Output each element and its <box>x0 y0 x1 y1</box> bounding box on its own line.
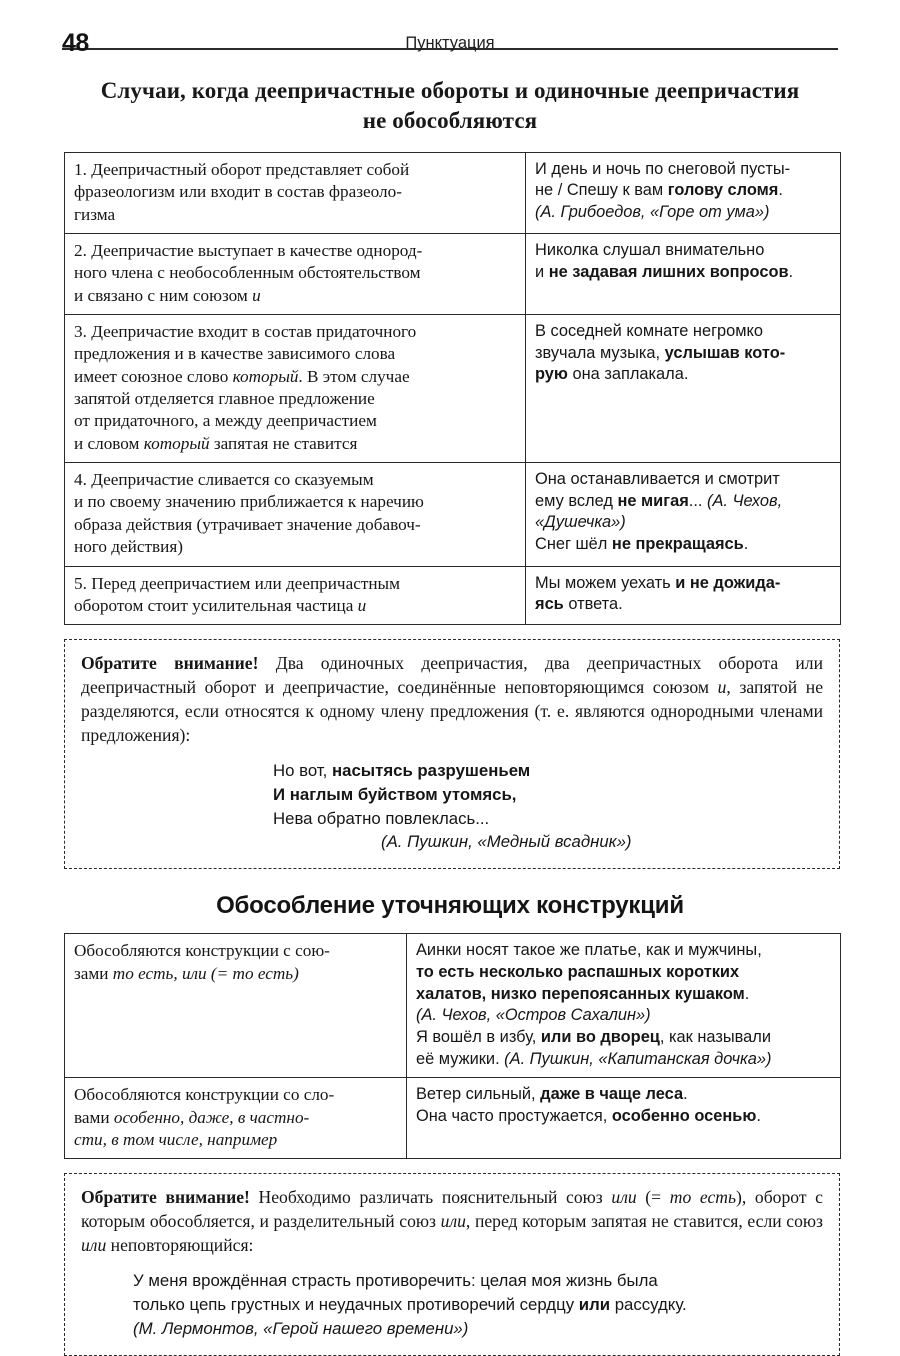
rule-line: 5. Перед деепричастием или деепричастным <box>74 573 400 593</box>
rule-line: 1. Деепричастный оборот представляет собой <box>74 159 410 179</box>
verse-lines <box>81 759 823 831</box>
table-clarifying-constructions <box>64 933 841 1159</box>
rule-line: 2. Деепричастие выступает в качестве однород- <box>74 240 423 260</box>
table-row <box>65 566 841 625</box>
running-head <box>62 0 838 57</box>
rule-line: ного действия) <box>74 537 183 557</box>
rule-cell <box>65 463 526 566</box>
running-title: Пунктуация <box>405 34 495 52</box>
rule-line: гизма <box>74 204 116 224</box>
note-lead: Обратите внимание! <box>81 653 259 674</box>
rule-cell <box>65 152 526 233</box>
rule-line: Обособляются конструкции со сло- <box>74 1085 335 1105</box>
table-row <box>65 314 841 462</box>
verse-line: Но вот, насытясь разрушеньем <box>273 760 531 780</box>
rule-line: образа действия (утрачивает значение добавоч- <box>74 514 421 534</box>
rule-line: и по своему значению приближается к наречию <box>74 492 424 512</box>
example-cell: Николка слушал внимательно и не задавая лишних вопросов. <box>526 233 841 314</box>
table-row <box>65 463 841 566</box>
note-box-ili <box>64 1173 840 1355</box>
table-row <box>65 1078 841 1159</box>
section-title-deeprichastie: Случаи, когда деепричастные обороты и одиночные деепричастия не обособляются <box>100 78 800 133</box>
rule-cell: Обособляются конструкции со сло- вами особенно, даже, в частно- сти, в том числе, например <box>65 1078 407 1159</box>
table-nonseparated-cases <box>64 152 841 625</box>
example-cell: Мы можем уехать и не дожида- ясь ответа. <box>526 566 841 625</box>
prose-line: только цепь грустных и неудачных противоречий сердцу или рассудку. <box>133 1294 687 1314</box>
rule-line: Обособляются конструкции с сою- <box>74 941 330 961</box>
rule-line: 4. Деепричастие сливается со сказуемым <box>74 470 374 490</box>
rule-cell: 3. Деепричастие входит в состав придаточного предложения и в качестве зависимого слова имеет союзное слово который. В этом случае запятой отделяется главное предложение от придаточного, а между деепричастием и словом который запятая не ставится <box>65 314 526 462</box>
prose-lines <box>81 1269 823 1341</box>
rule-cell: 5. Перед деепричастием или деепричастным оборотом стоит усилительная частица и <box>65 566 526 625</box>
prose-line: У меня врождённая страсть противоречить: целая моя жизнь была <box>133 1271 658 1291</box>
note-box-deeprichastie <box>64 639 840 869</box>
example-cell: В соседней комнате негромко звучала музыка, услышав кото- рую она заплакала. <box>526 314 841 462</box>
quote-attribution: (М. Лермонтов, «Герой нашего времени») <box>133 1318 469 1338</box>
rule-cell: Обособляются конструкции с сою- зами то есть, или (= то есть) <box>65 934 407 1078</box>
note-text: Обратите внимание! Необходимо различать пояснительный союз или (= то есть), оборот с которым обособляется, и разделительный союз или, перед которым запятая не ставится, если союз или неповторяющийся: <box>81 1187 823 1256</box>
page-number: 48 <box>62 29 89 57</box>
rule-line: фразеологизм или входит в состав фразеоло- <box>74 182 402 202</box>
note-quote <box>81 1269 823 1341</box>
table-row <box>65 233 841 314</box>
rule-cell: 2. Деепричастие выступает в качестве однород- ного члена с необособленным обстоятельством и связано с ним союзом и <box>65 233 526 314</box>
rule-line: запятой отделяется главное предложение <box>74 389 375 409</box>
rule-line: ного члена с необособленным обстоятельством <box>74 263 421 283</box>
example-cell: Ветер сильный, даже в чаще леса. Она часто простужается, особенно осенью. <box>407 1078 841 1159</box>
rule-line: от придаточного, а между деепричастием <box>74 411 377 431</box>
table-row <box>65 934 841 1078</box>
verse-line: И наглым буйством утомясь, <box>273 784 517 804</box>
quote-attribution: (А. Пушкин, «Медный всадник») <box>381 832 632 852</box>
rule-line: 3. Деепричастие входит в состав придаточного <box>74 321 417 341</box>
note-text: Обратите внимание! Два одиночных деепричастия, два деепричастных оборота или деепричастный оборот и деепричастие, соединённые неповторяющимся союзом и, запятой не разделяются, если относятся к одному члену предложения (т. е. являются однородными членами предложения): <box>81 653 824 746</box>
verse-line: Нева обратно повлеклась... <box>273 808 490 828</box>
note-lead: Обратите внимание! <box>81 1187 250 1208</box>
example-cell: Аинки носят такое же платье, как и мужчины, то есть несколько распашных коротких халатов, низко перепоясанных кушаком. (А. Чехов, «Остров Сахалин») Я вошёл в избу, или во дворец, как называли её мужики. (А. Пушкин, «Капитанская дочка») <box>407 934 841 1078</box>
section-title-utochnyayushchie: Обособление уточняющих конструкций <box>216 892 684 920</box>
rule-line: предложения и в качестве зависимого слова <box>74 344 396 364</box>
note-quote <box>81 759 823 854</box>
example-cell: Она останавливается и смотрит ему вслед не мигая... (А. Чехов, «Душечка») Снег шёл не прекращаясь. <box>526 463 841 566</box>
example-cell: И день и ночь по снеговой пусты- не / Спешу к вам голову сломя. (А. Грибоедов, «Горе от ума») <box>526 152 841 233</box>
table-row <box>65 152 841 233</box>
